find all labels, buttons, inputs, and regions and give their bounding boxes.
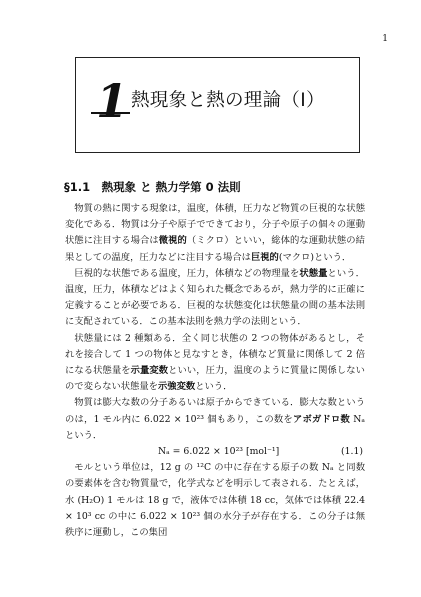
text-run: モルという単位は，12 g の ¹²C の中に存在する原子の数 Nₐ と同数の要素体を含む物質量で，化学式などを明示して表される．たとえば，水 (H₂O) 1 モルは 18 g で，液体では体積 18 cc，気体では体積 22.4 × 10³ cc の中に 6.022 × 10²³ 個の水分子が存在する．この分子は無秩序に運動し，この集団 — [65, 462, 365, 539]
page-number: 1 — [382, 34, 388, 44]
text-run: 物質は膨大な数の分子あるいは原子からできている．膨大な数というのは，1 モル内に 6.022 × 10²³ 個もあり，この数を — [65, 397, 365, 425]
term-macroscopic: 巨視的 — [250, 251, 279, 263]
equation-number: (1.1) — [340, 446, 363, 458]
text-run: (マクロ)という． — [278, 251, 352, 263]
text-run: （ミクロ）といい，総体的な運動状態の結果としての温度，圧力などに注目する場合は — [65, 235, 365, 263]
text-run: という． — [195, 381, 233, 393]
term-intensive-variable: 示強変数 — [157, 381, 196, 393]
paragraph — [65, 395, 365, 444]
text-run: Nₐ という． — [65, 413, 365, 441]
equation-row — [65, 444, 365, 460]
body-text — [65, 201, 365, 541]
text-run: という．温度，圧力，体積などはよく知られた概念であるが，熱力学的に正確に定義することが必要である．巨視的な状態変化は状態量の間の基本法則に支配されている．この基本法則を熱力学の法則という． — [65, 267, 365, 328]
equation: Nₐ = 6.022 × 10²³ [mol⁻¹] — [158, 446, 280, 458]
paragraph — [65, 331, 365, 396]
text-run: 物質の熱に関する現象は，温度，体積，圧力など物質の巨視的な状態変化である．物質は分子や原子でできており，分子や原子の個々の運動状態に注目する場合は — [65, 203, 365, 247]
term-state-quantity: 状態量 — [299, 267, 328, 279]
paragraph — [65, 266, 365, 331]
text-run: 状態量には 2 種類ある．全く同じ状態の 2 つの物体があるとし，それを接合して 1 つの物体と見なすとき，体積など質量に関係して 2 倍になる状態量を — [65, 332, 365, 377]
section-heading: §1.1 熱現象 と 熱力学第 0 法則 — [64, 180, 241, 194]
chapter-title: 熱現象と熱の理論（I） — [131, 90, 325, 111]
term-extensive-variable: 示量変数 — [130, 365, 169, 377]
text-run: 巨視的な状態である温度，圧力，体積などの物理量を — [74, 267, 300, 279]
term-microscopic: 微視的 — [158, 235, 187, 247]
text-run: といい，圧力，温度のように質量に関係しないので変らない状態量を — [65, 365, 365, 393]
term-avogadro-number: アボガドロ数 — [292, 413, 351, 425]
chapter-title-box — [75, 57, 360, 153]
chapter-number: 1 — [96, 74, 127, 128]
paragraph — [65, 460, 365, 541]
paragraph — [65, 201, 365, 266]
